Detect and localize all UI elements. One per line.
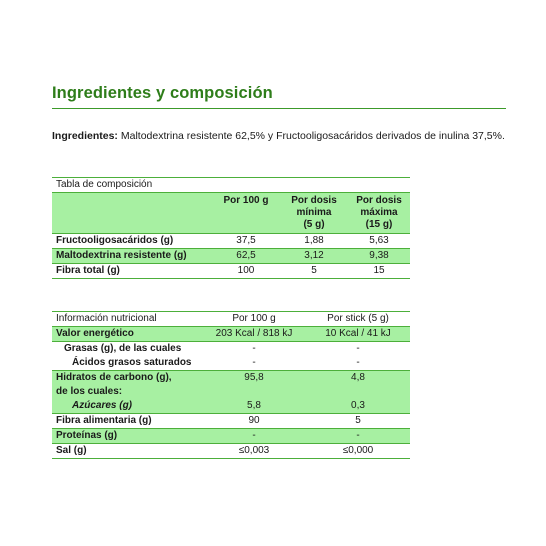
cell-value: - bbox=[306, 429, 410, 444]
cell-value: 5 bbox=[306, 414, 410, 429]
composition-header-cell bbox=[280, 193, 348, 234]
composition-header-cell bbox=[52, 193, 212, 234]
cell-value: 10 Kcal / 41 kJ bbox=[306, 327, 410, 342]
composition-title: Tabla de composición bbox=[52, 178, 410, 193]
title-divider bbox=[52, 108, 506, 109]
row-label: Proteínas (g) bbox=[52, 429, 202, 444]
nutrition-table bbox=[52, 311, 410, 459]
header-min-dose: Por dosis mínima (5 g) bbox=[291, 195, 337, 230]
row-label: Azúcares (g) bbox=[52, 399, 202, 414]
cell-value: 3,12 bbox=[280, 249, 348, 264]
ingredients-paragraph bbox=[52, 129, 506, 143]
composition-header-row bbox=[52, 193, 410, 234]
row-label: Sal (g) bbox=[52, 444, 202, 459]
table-row bbox=[52, 234, 410, 249]
cell-value: ≤0,000 bbox=[306, 444, 410, 459]
nutrition-header-cell: Información nutricional bbox=[52, 312, 202, 327]
ingredients-label: Ingredientes: bbox=[52, 130, 118, 142]
cell-value: 15 bbox=[348, 264, 410, 279]
table-row bbox=[52, 249, 410, 264]
table-row bbox=[52, 385, 410, 399]
composition-header-cell bbox=[212, 193, 280, 234]
header-max-dose: Por dosis máxima (15 g) bbox=[356, 195, 402, 230]
cell-value: - bbox=[252, 343, 256, 354]
nutrition-header-cell: Por 100 g bbox=[202, 312, 306, 327]
cell-value: 203 Kcal / 818 kJ bbox=[202, 327, 306, 342]
cell-value: 90 bbox=[202, 414, 306, 429]
row-label: Valor energético bbox=[52, 327, 202, 342]
table-row bbox=[52, 414, 410, 429]
table-row bbox=[52, 327, 410, 342]
table-row bbox=[52, 444, 410, 459]
cell-value: 9,38 bbox=[348, 249, 410, 264]
cell-value: - bbox=[202, 429, 306, 444]
nutrition-header-cell: Por stick (5 g) bbox=[306, 312, 410, 327]
cell-value: 1,88 bbox=[304, 235, 324, 246]
composition-header-cell bbox=[348, 193, 410, 234]
row-label: Maltodextrina resistente (g) bbox=[52, 249, 212, 264]
cell-value: 0,3 bbox=[306, 399, 410, 414]
cell-value: ≤0,003 bbox=[202, 444, 306, 459]
composition-table bbox=[52, 177, 410, 279]
cell-value: 62,5 bbox=[212, 249, 280, 264]
cell-value bbox=[306, 385, 410, 399]
cell-value: 37,5 bbox=[236, 235, 256, 246]
page-title: Ingredientes y composición bbox=[52, 84, 273, 102]
table-row bbox=[52, 356, 410, 371]
row-label: Fibra alimentaria (g) bbox=[52, 414, 202, 429]
row-label: de los cuales: bbox=[52, 385, 202, 399]
table-row bbox=[52, 399, 410, 414]
table-row bbox=[52, 429, 410, 444]
table-row bbox=[52, 342, 410, 357]
cell-value: 95,8 bbox=[202, 371, 306, 386]
ingredients-text: Maltodextrina resistente 62,5% y Fructooligosacáridos derivados de inulina 37,5%. bbox=[117, 130, 505, 142]
nutrition-header-row bbox=[52, 312, 410, 327]
row-label: Grasas (g), de las cuales bbox=[64, 343, 182, 354]
cell-value: - bbox=[356, 343, 360, 354]
row-label: Fructooligosacáridos (g) bbox=[56, 235, 174, 246]
cell-value: 100 bbox=[212, 264, 280, 279]
header-per-100g: Por 100 g bbox=[223, 195, 269, 206]
cell-value: 5,8 bbox=[202, 399, 306, 414]
row-label: Fibra total (g) bbox=[52, 264, 212, 279]
cell-value: 5 bbox=[280, 264, 348, 279]
cell-value bbox=[202, 385, 306, 399]
row-label: Ácidos grasos saturados bbox=[52, 356, 202, 371]
cell-value: - bbox=[202, 356, 306, 371]
cell-value: 5,63 bbox=[369, 235, 389, 246]
cell-value: 4,8 bbox=[306, 371, 410, 386]
cell-value: - bbox=[306, 356, 410, 371]
table-row bbox=[52, 371, 410, 386]
table-row bbox=[52, 264, 410, 279]
row-label: Hidratos de carbono (g), bbox=[52, 371, 202, 386]
